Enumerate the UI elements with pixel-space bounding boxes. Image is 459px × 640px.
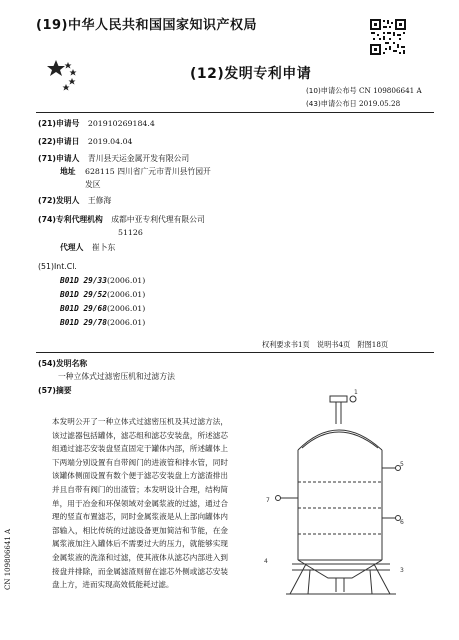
ipc-row [60,290,145,299]
abstract-text: 本发明公开了一种立体式过滤密压机及其过滤方法，该过滤器包括罐体，滤芯组和滤芯安装盘，所述滤芯组通过滤芯安装盘竖直固定于罐体内部，所述罐体上下两端分别设置有自带阀门的进液管和排水管，同时该罐体侧面设置有数个便于滤芯安装盘上方滤渣排出并且自带有阀门的出渣管；本发明设计合理，结构简单，用于冶金和环保领域对金属浆液的过滤，通过合理的竖直布置滤芯，同时金属浆液是从上部向罐体内部输入，相比传统的过滤设备更加简洁和节能，在金属浆液加注入罐体后不需要过大的压力，就能够实现金属浆液的洗涤和过滤，使其液体从滤芯内部进入到接盘并排除，而金属滤渣则留在滤芯外侧或滤芯安装盘上方，进而实现高效低能耗过滤。 [52,417,228,590]
svg-text:1: 1 [354,389,358,396]
side-publication-number: CN 109806641 A [4,528,12,590]
application-number-row [38,118,155,129]
qr-code-icon [369,18,407,56]
ipc-code: B01D 29/78 [60,318,107,327]
agent-name: 崔卜东 [91,243,116,252]
inventor-label: (72)发明人 [38,196,80,205]
agent-label: 代理人 [60,243,84,252]
header-rule [36,112,434,113]
publication-date: 2019.05.28 [359,99,401,108]
application-date-row [38,136,133,147]
publication-number-label: (10)申请公布号 [306,86,357,95]
agent-row [60,242,115,253]
page-count-line: 权利要求书1页 说明书4页 附图18页 [262,340,389,349]
address-label: 地址 [60,167,76,176]
address-line-1: 628115 四川省广元市青川县竹园开 [85,167,211,176]
ipc-year: (2006.01) [106,276,146,285]
applicant-name: 青川县天运金属开发有限公司 [87,154,190,163]
cnipa-emblem-icon [42,56,86,98]
application-date: 2019.04.04 [87,137,133,146]
application-date-label: (22)申请日 [38,137,80,146]
filter-tank-figure [250,388,438,600]
ipc-year: (2006.01) [106,318,146,327]
invention-title: 一种立体式过滤密压机和过滤方法 [58,372,175,381]
int-cl-label: (51)Int.Cl. [38,262,77,271]
publication-date-row [306,99,400,109]
ipc-row [60,318,145,327]
inventor-row [38,195,111,206]
agency-name: 成都中亚专利代理有限公司 [111,215,205,224]
publication-number-row [306,86,422,96]
title-label: (54)发明名称 [38,359,88,368]
agency-label: (74)专利代理机构 [38,215,103,224]
address-line-2: 发区 [85,180,101,189]
office-line: (19)中华人民共和国国家知识产权局 [36,18,257,33]
svg-text:3: 3 [400,567,404,574]
agency-code: 51126 [118,228,143,237]
application-number: 201910269184.4 [87,119,155,128]
applicant-row [38,153,189,164]
document-type: (12)发明专利申请 [190,66,312,82]
abstract-label: (57)摘要 [38,386,72,395]
section-rule [36,352,434,353]
agency-row [38,214,205,225]
ipc-row [60,276,145,285]
publication-number: CN 109806641 A [359,86,422,95]
svg-text:4: 4 [264,558,268,565]
ipc-code: B01D 29/52 [60,290,107,299]
inventor-name: 王修海 [87,196,112,205]
publication-date-label: (43)申请公布日 [306,99,357,108]
ipc-row [60,304,145,313]
ipc-code: B01D 29/33 [60,276,107,285]
application-number-label: (21)申请号 [38,119,80,128]
svg-text:7: 7 [266,497,270,504]
svg-text:5: 5 [400,461,404,468]
ipc-year: (2006.01) [106,290,146,299]
svg-text:6: 6 [400,519,404,526]
applicant-label: (71)申请人 [38,154,80,163]
ipc-code: B01D 29/68 [60,304,107,313]
ipc-year: (2006.01) [106,304,146,313]
